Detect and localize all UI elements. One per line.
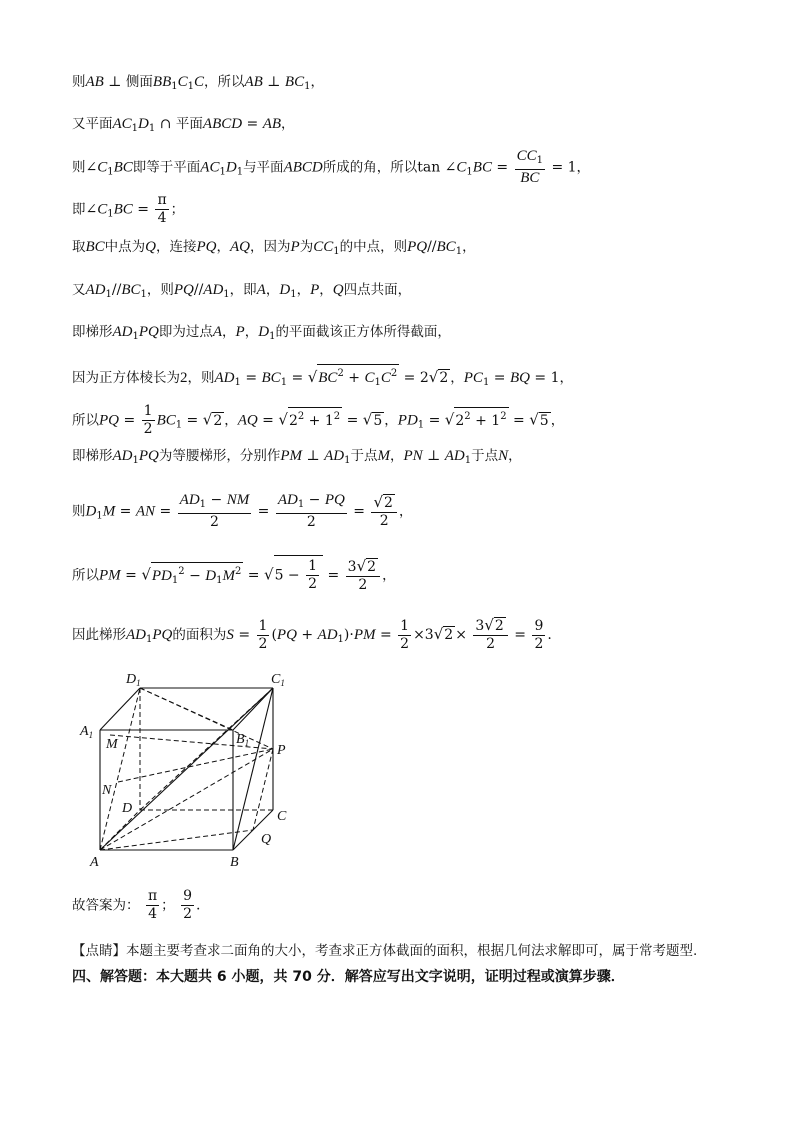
solution-line-7: 即梯形$AD_1PQ$即为过点A，P，$D_1$的平面截该正方体所得截面， <box>72 324 451 342</box>
solution-line-11: 则$D_1M$ = AN = $\frac{AD_1 - NM}{2}$ = $\frac{AD_1 - PQ}{2}$ = $\frac{√2}{2}$ ， <box>72 492 413 530</box>
line-PQ <box>253 749 273 830</box>
label-C1: $C_1$ <box>271 672 285 688</box>
solution-line-8: 因为正方体棱长为2，则$AD_1 = BC_1 = √BC^2 + C_1C^2 = 2√2$ ，$PC_1$ = BQ = 1， <box>72 364 573 392</box>
solution-line-5: 取BC中点为Q，连接PQ，AQ，因为P为$CC_1$的中点，则$PQ//BC_1$， <box>72 239 476 257</box>
solution-line-3: 则$\angle C_1BC$即等于平面$AC_1D_1$与平面ABCD所成的角，所以$\tan \angle C_1BC$ = $\frac{CC_1}{BC}$ = 1， <box>72 148 591 186</box>
label-D1: $D_1$ <box>126 672 141 688</box>
comment-line: 【点睛】本题主要考查求二面角的大小，考查求正方体截面的面积，根据几何法求解即可，属于常考题型. <box>72 943 698 959</box>
line-AD1 <box>100 688 140 850</box>
label-A1: $A_1$ <box>80 724 94 740</box>
solution-line-13: 因此梯形$AD_1PQ$的面积为S = $\frac{1}{2}$ $(PQ + AD_1)\cdot PM$ = $\frac{1}{2}$ ×3√2 × $\frac{3√2}{2}$ = $\frac{9}{2}$ . <box>72 616 552 652</box>
line-D1B1 <box>140 688 233 730</box>
label-P: P <box>277 743 286 758</box>
solution-line-2: 又平面$AC_1D_1$ ∩ 平面ABCD = AB， <box>72 116 295 134</box>
answer-line: 故答案为： $\frac{\pi}{4}$ ； $\frac{9}{2}$ . <box>72 888 201 922</box>
line-AQ <box>100 830 253 850</box>
section-title: 四、解答题：本大题共 6 小题，共 70 分．解答应写出文字说明，证明过程或演算步骤． <box>72 969 625 985</box>
label-A: A <box>90 855 99 870</box>
line-DC1 <box>140 688 273 810</box>
fraction-cc1-over-bc: $\frac{CC_1}{BC}$ <box>516 148 543 186</box>
solution-line-6: 又$AD_1//BC_1$，则$PQ//AD_1$，即A，$D_1$，P，Q四点共面， <box>72 282 412 300</box>
edge-A1D1 <box>100 688 140 730</box>
edge-AD <box>100 810 140 850</box>
label-Q: Q <box>261 832 272 847</box>
solution-line-1: 则AB ⊥ 侧面$BB_1C_1C$，所以AB ⊥ $BC_1$， <box>72 74 324 92</box>
cube-diagram <box>78 668 308 873</box>
label-M: M <box>106 737 118 752</box>
fraction-pi-over-4: $\frac{\pi}{4}$ <box>157 192 167 226</box>
solution-line-9: 所以PQ = $\frac{1}{2}$ $BC_1 = √2$ ，AQ = $√2^2 + 1^2 = √5$ ，$PD_1 = √2^2 + 1^2 = √5$ ， <box>72 403 565 437</box>
solution-line-10: 即梯形$AD_1PQ$为等腰梯形，分别作PM ⊥ $AD_1$于点M，PN ⊥ $AD_1$于点N， <box>72 448 522 466</box>
label-D: D <box>122 801 133 816</box>
line-PN <box>118 749 273 782</box>
solution-line-12: 所以PM = $√PD_1^2 - D_1M^2 = √5$ − $\frac{1}{2}$ = $\frac{3√2}{2}$ ， <box>72 556 396 593</box>
solution-line-4: 即$\angle C_1BC$ = $\frac{\pi}{4}$ ； <box>72 192 185 226</box>
label-C: C <box>277 809 287 824</box>
line-AP <box>100 749 273 850</box>
label-B1: $B_1$ <box>236 732 250 748</box>
label-B: B <box>230 855 239 870</box>
label-N: N <box>102 783 112 798</box>
